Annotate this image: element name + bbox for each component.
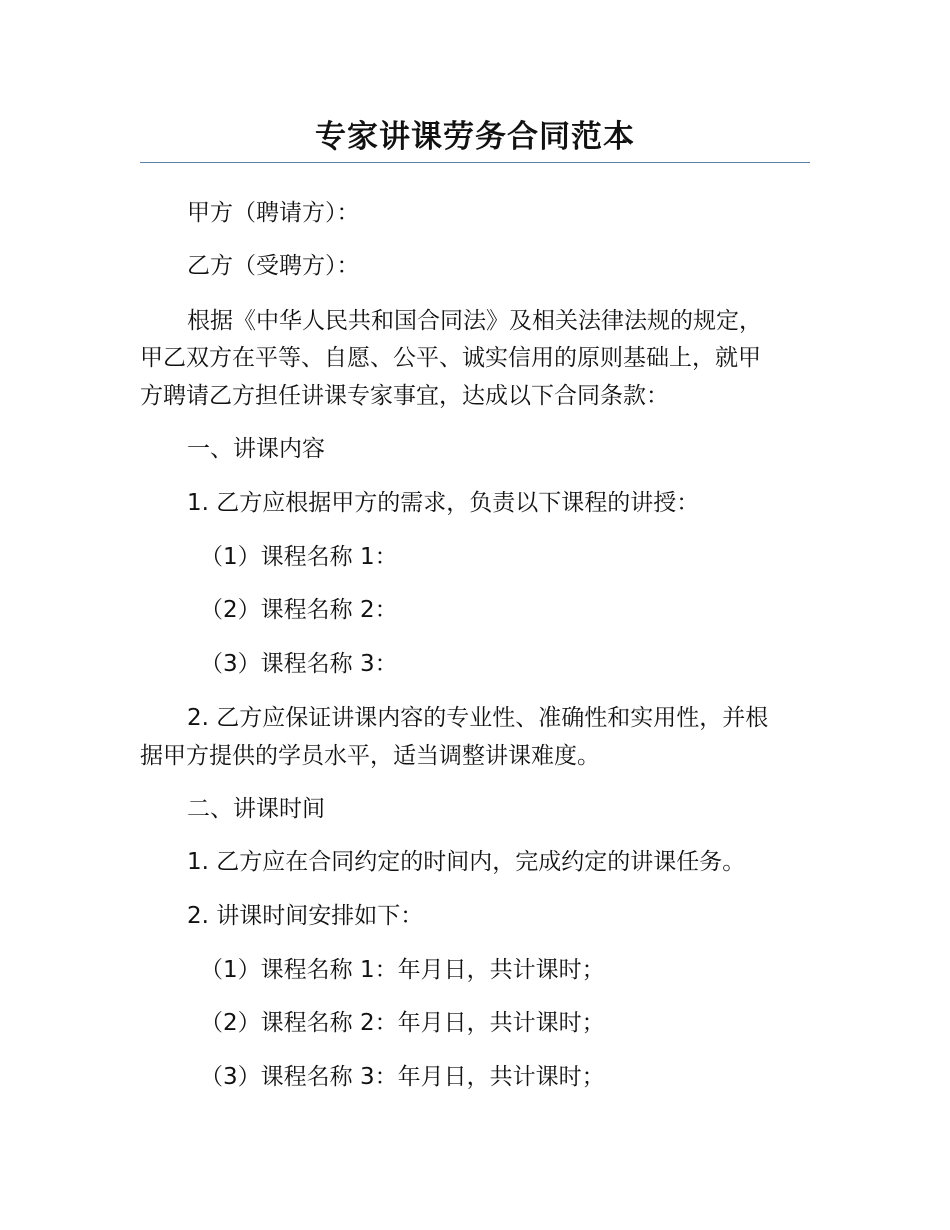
course-item-3: （3）课程名称 3：: [200, 651, 398, 677]
clause-2-1: 1. 乙方应在合同约定的时间内，完成约定的讲课任务。: [187, 849, 746, 875]
schedule-item-2: （2）课程名称 2：年月日，共计课时；: [200, 1010, 605, 1036]
party-b-line: 乙方（受聘方）：: [187, 253, 360, 279]
preamble-line-2: 甲乙双方在平等、自愿、公平、诚实信用的原则基础上，就甲: [140, 345, 761, 371]
course-item-1: （1）课程名称 1：: [200, 544, 398, 570]
clause-1-2-line-1: 2. 乙方应保证讲课内容的专业性、准确性和实用性，并根: [187, 705, 769, 731]
clause-1-2-line-2: 据甲方提供的学员水平，适当调整讲课难度。: [140, 743, 600, 769]
preamble-line-3: 方聘请乙方担任讲课专家事宜，达成以下合同条款：: [140, 383, 669, 409]
section-heading-2: 二、讲课时间: [187, 796, 325, 822]
preamble-line-1: 根据《中华人民共和国合同法》及相关法律法规的规定，: [187, 308, 762, 334]
clause-2-2: 2. 讲课时间安排如下：: [187, 903, 424, 929]
section-heading-1: 一、讲课内容: [187, 436, 325, 462]
document-title: 专家讲课劳务合同范本: [315, 119, 635, 155]
party-a-line: 甲方（聘请方）：: [187, 200, 360, 226]
clause-1-1: 1. 乙方应根据甲方的需求，负责以下课程的讲授：: [187, 490, 700, 516]
title-underline: [140, 162, 810, 163]
schedule-item-3: （3）课程名称 3：年月日，共计课时；: [200, 1064, 605, 1090]
schedule-item-1: （1）课程名称 1：年月日，共计课时；: [200, 957, 605, 983]
course-item-2: （2）课程名称 2：: [200, 597, 398, 623]
